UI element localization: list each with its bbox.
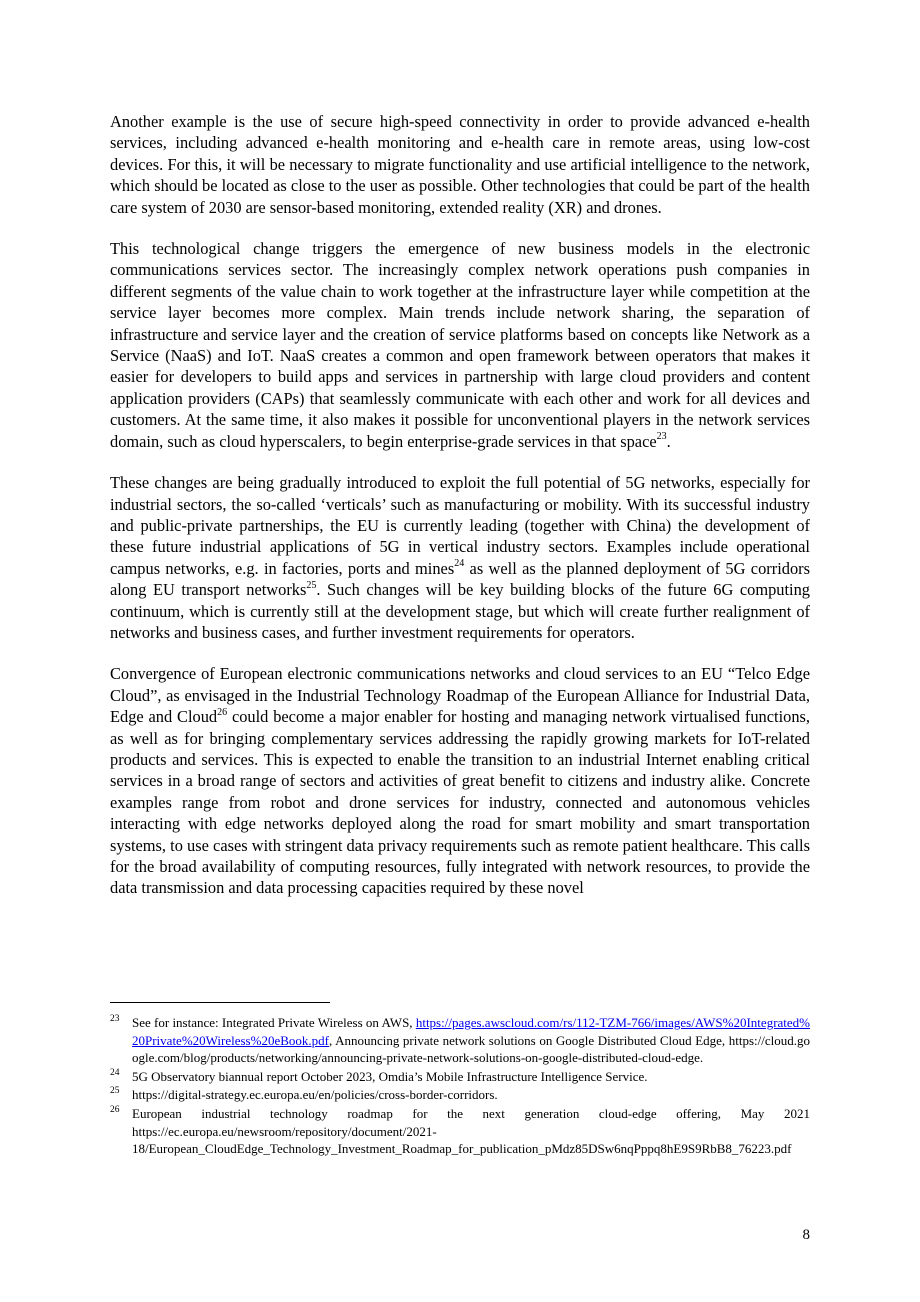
- footnote-number: 25: [110, 1086, 120, 1097]
- page-number: 8: [802, 1227, 810, 1243]
- paragraph-1: Another example is the use of secure high-speed connectivity in order to provide advanced e-health services, including advanced e-health monitoring and e-health care in remote areas, using low-cost devices. For this, it will be necessary to migrate functionality and use artificial intelligence to the network, which should be located as close to the user as possible. Other technologies that could be part of the health care system of 2030 are sensor-based monitoring, extended reality (XR) and drones.: [110, 112, 810, 217]
- body-text: [110, 111, 810, 919]
- footnote-ref-24[interactable]: 24: [454, 558, 465, 570]
- footnote-ref-26[interactable]: 26: [217, 706, 228, 718]
- paragraph-4: Convergence of European electronic communications networks and cloud services to an EU “Telco Edge Cloud”, as envisaged in the Industrial Technology Roadmap of the European Alliance for Industrial Data, Edge and Cloud$^{26}$ could become a major enabler for hosting and managing network virtualised functions, as well as for bringing complementary services addressing the rapidly growing markets for IoT-related products and services. This is expected to enable the transition to an industrial Internet enabling critical services in a broad range of sectors and activities of great benefit to citizens and industry alike. Concrete examples range from robot and drone services for industry, connected and autonomous vehicles interacting with edge networks deployed along the road for smart mobility and smart transportation systems, to use cases with stringent data privacy requirements such as remote patient healthcare. This calls for the broad availability of computing resources, fully integrated with network resources, to provide the data transmission and data processing capacities required by these novel: [110, 664, 810, 898]
- paragraph-2: This technological change triggers the emergence of new business models in the electronic communications services sector. The increasingly complex network operations push companies in different segments of the value chain to work together at the infrastructure layer while competition at the service layer becomes more complex. Main trends include network sharing, the separation of infrastructure and service layer and the creation of service platforms based on concepts like Network as a Service (NaaS) and IoT. NaaS creates a common and open framework between operators that makes it easier for developers to build apps and services in partnership with large cloud providers and content application providers (CAPs) that seamlessly communicate with each other and work for all devices and customers. At the same time, it also makes it possible for unconventional players in the network services domain, such as cloud hyperscalers, to begin enterprise-grade services in that space$^{23}$.: [110, 239, 810, 451]
- footnote-24: 24 5G Observatory biannual report October 2023, Omdia’s Mobile Infrastructure Intelligence Service.: [110, 1068, 810, 1086]
- footnote-23: 23 See for instance: Integrated Private Wireless on AWS, https://pages.awscloud.com/rs/112-TZM-766/images/AWS%20Integrated%20Private%20Wireless%20eBook.pdf, Announcing private network solutions on Google Distributed Cloud Edge, https://cloud.google.com/blog/products/networking/announcing-private-network-solutions-on-google-distributed-cloud-edge.: [110, 1014, 810, 1067]
- footnote-number: 23: [110, 1014, 120, 1024]
- footnote-number: 26: [110, 1104, 120, 1115]
- paragraph-3: These changes are being gradually introduced to exploit the full potential of 5G networks, especially for industrial sectors, the so-called ‘verticals’ such as manufacturing or mobility. With its successful industry and public-private partnerships, the EU is currently leading (together with China) the development of these future industrial applications of 5G in vertical industry sectors. Examples include operational campus networks, e.g. in factories, ports and mines$^{24}$ as well as the planned deployment of 5G corridors along EU transport networks$^{25}$. Such changes will be key building blocks of the future 6G computing continuum, which is currently still at the development stage, but which will create further realignment of networks and business cases, and further investment requirements for operators.: [110, 473, 810, 642]
- footnote-ref-23[interactable]: 23: [656, 431, 667, 443]
- footnote-separator: [110, 1002, 330, 1003]
- aws-ebook-link[interactable]: https://pages.awscloud.com/rs/112-TZM-766/images/AWS%20Integrated%20Private%20Wireless%20eBook.pdf: [132, 1015, 810, 1048]
- footnote-number: 24: [110, 1067, 120, 1078]
- footnote-25: 25 https://digital-strategy.ec.europa.eu/en/policies/cross-border-corridors.: [110, 1086, 810, 1104]
- footnote-ref-25[interactable]: 25: [306, 579, 317, 591]
- footnote-26: 26 European industrial technology roadmap for the next generation cloud-edge offering, May 2021 https://ec.europa.eu/newsroom/repository/document/2021- 18/European_CloudEdge_Technology_Investment_Roadmap_for_publication_pMdz85DSw6nqPppq8hE9S9RbB8_76223.pdf: [110, 1105, 810, 1158]
- footnotes: [110, 1014, 810, 1159]
